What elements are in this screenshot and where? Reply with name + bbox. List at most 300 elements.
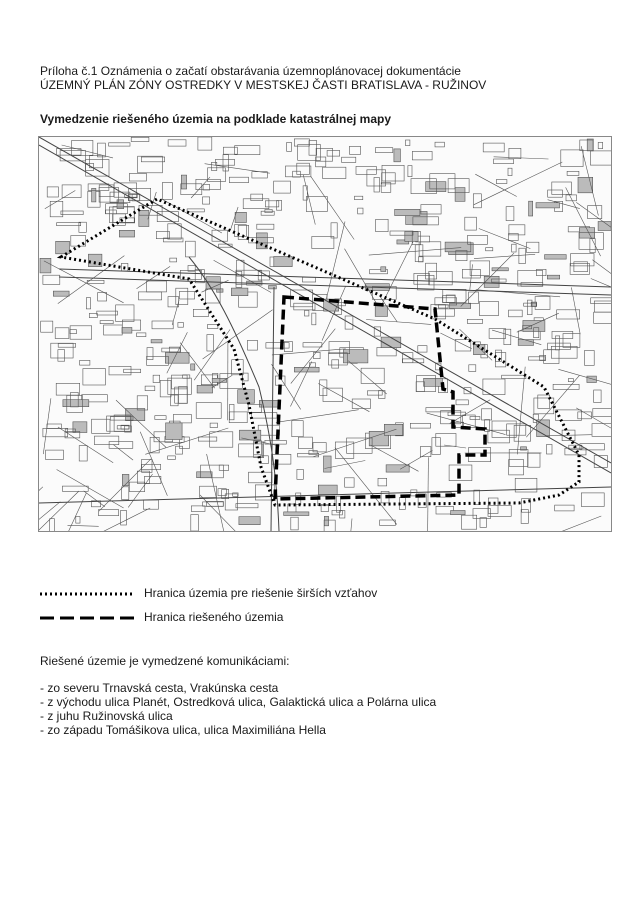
parcel (145, 386, 155, 391)
street-line (68, 525, 99, 526)
parcel (122, 487, 129, 500)
parcel (210, 432, 233, 447)
parcel (355, 196, 363, 200)
parcel (480, 518, 487, 528)
parcel (152, 321, 173, 329)
parcel (191, 364, 195, 370)
parcel (377, 348, 396, 356)
parcel (492, 268, 508, 271)
roads-west: - zo západu Tomášikova ulica, ulica Maximiliána Hella (40, 723, 326, 737)
parcel (488, 430, 510, 443)
parcel (157, 212, 178, 222)
parcel (168, 297, 179, 307)
parcel (291, 517, 298, 530)
street-line (318, 384, 369, 412)
street-line (475, 174, 516, 196)
parcel (332, 360, 339, 368)
parcel (51, 343, 73, 358)
parcel (309, 141, 317, 156)
street-line (335, 448, 397, 525)
parcel (139, 292, 162, 300)
parcel (198, 137, 212, 150)
parcel (294, 139, 309, 146)
parcel (570, 264, 589, 275)
street-line (180, 343, 215, 389)
parcel (552, 331, 573, 338)
parcel (306, 197, 327, 212)
parcel (486, 248, 493, 251)
parcel (236, 271, 242, 287)
parcel (53, 291, 69, 296)
street-line (479, 229, 531, 249)
parcel (292, 421, 303, 437)
parcel (592, 424, 611, 437)
parcel (249, 472, 273, 483)
parcel (548, 190, 563, 197)
parcel (384, 424, 402, 435)
parcel (594, 301, 611, 312)
parcel (126, 409, 145, 421)
street-line (84, 491, 105, 507)
parcel (587, 376, 597, 382)
parcel (266, 343, 289, 348)
parcel (235, 146, 260, 155)
parcel (47, 187, 58, 197)
dashed-line-symbol (40, 614, 136, 622)
parcel (538, 395, 550, 408)
parcel (470, 261, 490, 276)
parcel (203, 502, 224, 506)
parcel (100, 321, 113, 324)
boundary-roads-list (40, 681, 436, 737)
parcel (361, 368, 384, 383)
parcel (124, 369, 141, 373)
parcel (212, 162, 217, 170)
parcel (528, 453, 540, 467)
parcel (594, 312, 611, 323)
parcel (419, 242, 441, 256)
parcel (408, 166, 412, 177)
header-line-1: Príloha č.1 Oznámenia o začatí obstarávania územnoplánovacej dokumentácie (40, 64, 461, 78)
parcel (207, 335, 214, 351)
parcel (598, 142, 603, 148)
parcel (166, 423, 183, 440)
area-description-intro: Riešené územie je vymedzené komunikáciami: (40, 654, 290, 668)
parcel (347, 438, 373, 453)
parcel (450, 303, 471, 308)
parcel (536, 203, 560, 208)
street-line (591, 279, 611, 288)
parcel (95, 436, 119, 445)
parcel (545, 255, 567, 260)
parcel (235, 212, 246, 222)
parcel (534, 398, 554, 414)
parcel (332, 510, 342, 515)
parcel (178, 323, 184, 328)
parcel (238, 390, 255, 404)
parcel (235, 225, 247, 237)
parcel (509, 450, 528, 467)
road-trnavska-edge-2 (39, 145, 611, 473)
parcel (203, 185, 210, 191)
parcel (563, 334, 580, 348)
parcel (518, 340, 533, 346)
parcel (105, 210, 116, 214)
roads-south: - z juhu Ružinovská ulica (40, 709, 173, 723)
parcel (50, 519, 55, 531)
parcel (494, 159, 514, 164)
street-line (113, 444, 133, 460)
parcel (318, 485, 337, 494)
parcel (109, 366, 131, 375)
cadastral-map (38, 136, 612, 532)
parcel (168, 140, 186, 146)
parcel (168, 224, 181, 239)
parcel (274, 257, 292, 267)
parcel (251, 413, 277, 419)
legend-wider-relations-label: Hranica územia pre riešenie širších vzťahov (144, 586, 378, 600)
map-subtitle: Vymedzenie riešeného územia na podklade katastrálnej mapy (40, 112, 392, 126)
street-line (276, 410, 359, 423)
street-line (427, 413, 506, 435)
parcel (395, 209, 420, 215)
parcel (303, 343, 322, 347)
parcel (508, 168, 512, 175)
parcel (473, 194, 481, 208)
parcel (137, 396, 148, 410)
parcel (183, 375, 190, 378)
parcel (70, 326, 92, 339)
parcel (80, 360, 90, 365)
parcel (274, 181, 291, 193)
parcel (145, 476, 161, 483)
parcel (40, 258, 51, 273)
parcel (382, 173, 396, 184)
parcel (70, 330, 76, 334)
parcel (147, 281, 167, 292)
street-line (440, 333, 471, 349)
street-line (45, 191, 76, 209)
parcel (191, 506, 205, 512)
parcel (203, 197, 210, 204)
parcel (519, 248, 525, 263)
parcel (436, 434, 456, 447)
parcel (76, 517, 80, 524)
parcel (381, 267, 386, 272)
parcel (86, 298, 90, 309)
parcel (168, 456, 176, 460)
parcel (231, 288, 248, 296)
parcel (131, 137, 149, 141)
parcel (79, 446, 87, 461)
parcel (79, 222, 86, 232)
parcel (551, 346, 577, 358)
parcel (165, 353, 189, 364)
parcel (446, 295, 455, 303)
parcel (239, 517, 260, 525)
parcel (567, 171, 579, 175)
parcel (506, 207, 514, 221)
street-line (39, 487, 43, 507)
parcel (98, 510, 118, 516)
parcel (405, 231, 418, 241)
dotted-line-symbol (40, 590, 136, 598)
parcel (367, 391, 382, 395)
parcel (314, 352, 321, 358)
parcel (98, 293, 107, 302)
parcel (297, 469, 303, 479)
parcel (376, 219, 388, 231)
street-line (207, 454, 226, 531)
parcel (162, 348, 180, 352)
parcel (553, 384, 579, 389)
solved-area-boundary (275, 297, 485, 499)
parcel (350, 146, 361, 154)
parcel (594, 390, 601, 403)
parcel (416, 382, 424, 392)
parcel (587, 139, 593, 151)
parcel (488, 506, 511, 517)
parcel (257, 224, 274, 229)
street-line (116, 400, 166, 447)
parcel (547, 445, 553, 455)
parcel (181, 175, 186, 189)
parcel (43, 275, 60, 284)
street-line (366, 320, 431, 325)
parcel (323, 167, 346, 178)
parcel (62, 486, 88, 491)
parcel (509, 460, 524, 475)
parcel (479, 302, 498, 316)
parcel (116, 305, 134, 322)
parcel (469, 365, 476, 372)
parcel (171, 395, 179, 406)
street-line (128, 474, 152, 507)
parcel (248, 340, 258, 350)
parcel (137, 471, 149, 483)
parcel (186, 241, 196, 257)
parcel (197, 385, 213, 393)
parcel (483, 143, 504, 152)
parcel (269, 286, 277, 289)
parcel (287, 142, 292, 151)
parcel (223, 147, 237, 154)
parcel (410, 423, 430, 428)
road-vrakunska-edge-1 (59, 269, 611, 287)
parcel (426, 408, 451, 412)
parcel (179, 291, 194, 299)
parcel (122, 474, 129, 485)
street-line (400, 450, 432, 469)
street-line (428, 457, 429, 531)
parcel (56, 241, 70, 254)
parcel (342, 157, 356, 162)
parcel (193, 309, 208, 316)
parcel (512, 244, 516, 252)
parcel (198, 437, 217, 441)
parcel (358, 208, 363, 214)
parcel (233, 493, 238, 496)
parcel (191, 515, 199, 531)
parcel (56, 383, 79, 395)
parcel (527, 242, 539, 252)
street-line (382, 242, 413, 305)
parcel (424, 378, 443, 386)
parcel (284, 512, 309, 516)
parcel (272, 454, 291, 464)
parcel (504, 329, 511, 345)
parcel (429, 271, 452, 285)
parcel (331, 223, 337, 238)
parcel (219, 465, 229, 470)
parcel (380, 520, 396, 526)
parcel (426, 182, 446, 192)
parcel (324, 516, 328, 525)
parcel (196, 403, 221, 419)
parcel (117, 200, 124, 209)
street-line (43, 398, 51, 454)
parcel (502, 375, 526, 378)
street-line (347, 519, 352, 532)
document-header (40, 64, 486, 92)
parcel (535, 297, 550, 310)
parcel (418, 346, 427, 352)
parcel (521, 510, 528, 524)
parcel (298, 437, 312, 448)
parcel (61, 211, 83, 215)
street-line (214, 260, 272, 292)
parcel (585, 351, 595, 366)
parcel (578, 177, 593, 193)
street-line (345, 249, 377, 304)
parcel (375, 306, 387, 317)
street-line (474, 162, 562, 205)
street-line (200, 495, 264, 531)
street-line (558, 369, 611, 385)
road-trnavska-edge-1 (39, 137, 611, 463)
parcel (153, 375, 160, 382)
parcel (277, 201, 282, 211)
parcel (58, 350, 65, 362)
parcel (176, 446, 183, 454)
parcel (254, 442, 264, 458)
parcel (374, 178, 379, 193)
header-line-2: ÚZEMNÝ PLÁN ZÓNY OSTREDKY V MESTSKEJ ČASTI BRATISLAVA - RUŽINOV (40, 78, 487, 92)
parcel (327, 151, 340, 157)
parcel (122, 328, 132, 334)
parcel (509, 310, 523, 317)
parcel (418, 257, 423, 262)
parcel (155, 416, 166, 420)
parcel (73, 422, 87, 433)
parcel (142, 459, 152, 472)
parcel (207, 325, 218, 329)
parcel (523, 321, 545, 332)
parcel (210, 423, 217, 427)
parcel (495, 353, 506, 367)
parcel (529, 357, 546, 360)
legend-solved-area-label: Hranica riešeného územia (144, 610, 284, 624)
parcel (455, 188, 465, 202)
street-line (303, 175, 315, 225)
parcel (251, 194, 263, 201)
parcel (141, 464, 160, 469)
parcel (561, 150, 583, 167)
street-line (566, 187, 601, 256)
parcel (509, 148, 521, 158)
parcel (173, 414, 191, 423)
parcel (462, 515, 477, 529)
parcel (323, 388, 342, 401)
parcel (83, 369, 106, 385)
parcel (294, 367, 319, 372)
street-line (44, 261, 124, 303)
parcel (514, 425, 531, 441)
roads-north: - zo severu Trnavská cesta, Vrakúnska cesta (40, 681, 279, 695)
parcel (568, 379, 573, 382)
parcel (465, 217, 477, 230)
parcel (187, 209, 204, 212)
street-line (592, 260, 611, 310)
cadastral-parcels (39, 137, 611, 531)
parcel (312, 313, 316, 325)
parcel (555, 505, 574, 511)
parcel (236, 504, 258, 508)
parcel (119, 230, 134, 237)
parcel (519, 331, 541, 340)
parcel (434, 309, 454, 316)
parcel (55, 328, 69, 339)
parcel (141, 157, 164, 162)
parcel (482, 409, 492, 420)
parcel (139, 210, 149, 226)
street-line (326, 222, 345, 299)
parcel (302, 277, 315, 282)
parcel (46, 450, 64, 459)
parcel (375, 148, 392, 153)
parcel (41, 321, 53, 332)
parcel (593, 409, 611, 417)
parcel (62, 185, 81, 198)
parcel (312, 237, 334, 249)
street-line (474, 254, 535, 258)
parcel (162, 183, 172, 200)
parcel (97, 311, 118, 315)
parcel (467, 319, 482, 323)
parcel (420, 447, 431, 457)
parcel (232, 360, 244, 375)
street-line (194, 330, 230, 381)
parcel (170, 258, 177, 262)
parcel (378, 478, 387, 486)
parcel (547, 275, 559, 279)
parcel (406, 140, 410, 146)
parcel (443, 296, 456, 303)
parcel (394, 149, 401, 162)
street-line (348, 361, 387, 394)
street-line (546, 435, 592, 436)
street-line (48, 493, 87, 531)
railway-line (189, 257, 279, 531)
parcel (435, 142, 444, 147)
parcel (356, 166, 376, 174)
parcel (456, 400, 468, 405)
parcel (297, 163, 310, 174)
parcel (121, 510, 127, 525)
street-line (311, 176, 354, 239)
parcel (147, 348, 153, 360)
street-line (137, 266, 171, 288)
